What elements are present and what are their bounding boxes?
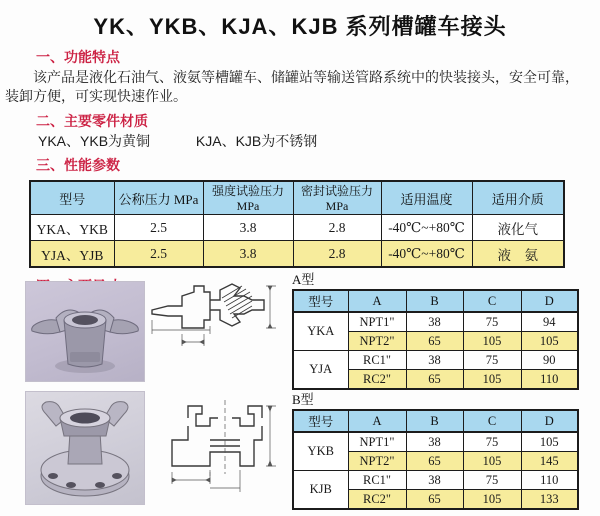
- header-cell-seal-test: 密封试验压力MPa: [293, 181, 381, 215]
- header-cell-model: 型号: [293, 410, 348, 432]
- header-cell-b: B: [406, 290, 463, 312]
- cell: 145: [521, 452, 578, 471]
- cell-temperature: -40℃~+80℃: [381, 215, 472, 241]
- type-a-dimension-table: [292, 289, 579, 390]
- cell: 75: [463, 312, 521, 332]
- cell: RC1": [348, 471, 406, 490]
- cell: 65: [406, 332, 463, 351]
- performance-header-row: [30, 181, 564, 215]
- header-cell-c: C: [463, 290, 521, 312]
- section-heading-features: 一、功能特点: [36, 49, 120, 65]
- cell: 65: [406, 452, 463, 471]
- cross-section-b: [158, 396, 290, 500]
- performance-table: [29, 180, 565, 268]
- header-cell-d: D: [521, 410, 578, 432]
- performance-row-yja-yjb: [30, 241, 564, 268]
- cell: 105: [463, 332, 521, 351]
- cell-model: YKA、YKB: [30, 215, 114, 241]
- cell: 38: [406, 471, 463, 490]
- performance-row-yka-ykb: [30, 215, 564, 241]
- cell: 105: [463, 490, 521, 510]
- cell: NPT1": [348, 312, 406, 332]
- materials-text: [38, 132, 600, 150]
- cell: 75: [463, 432, 521, 452]
- cell-strength: 3.8: [203, 215, 293, 241]
- flanged-coupling-b-image: [26, 392, 144, 504]
- cell: 38: [406, 432, 463, 452]
- type-b-header-row: [293, 410, 578, 432]
- product-photo-type-a: [25, 281, 145, 382]
- type-b-label: B型: [292, 392, 314, 407]
- page-title: YK、YKB、KJA、KJB 系列槽罐车接头: [93, 14, 507, 39]
- cell: 90: [521, 351, 578, 370]
- product-photo-type-b: [25, 391, 145, 505]
- table-row: [293, 312, 578, 332]
- type-b-block: [292, 392, 582, 510]
- header-cell-model: 型号: [293, 290, 348, 312]
- cell-nominal: 2.5: [114, 241, 203, 268]
- cell: 105: [463, 370, 521, 390]
- cell: 65: [406, 370, 463, 390]
- materials-brass: YKA、YKB为黄铜: [38, 133, 151, 149]
- header-cell-temperature: 适用温度: [381, 181, 472, 215]
- dimension-drawing-type-b: [158, 396, 290, 500]
- header-cell-d: D: [521, 290, 578, 312]
- table-row: [293, 432, 578, 452]
- cell-medium: 液化气: [472, 215, 564, 241]
- header-cell-a: A: [348, 290, 406, 312]
- section-heading-performance: 三、性能参数: [36, 157, 120, 173]
- cell: 110: [521, 471, 578, 490]
- header-cell-model: 型号: [30, 181, 114, 215]
- header-cell-nominal-pressure: 公称压力 MPa: [114, 181, 203, 215]
- cell: 65: [406, 490, 463, 510]
- cell-seal: 2.8: [293, 241, 381, 268]
- cell-strength: 3.8: [203, 241, 293, 268]
- type-b-dimension-table: [292, 409, 579, 510]
- type-a-header-row: [293, 290, 578, 312]
- cell: 110: [521, 370, 578, 390]
- type-a-label: A型: [292, 272, 315, 287]
- cell: 105: [521, 332, 578, 351]
- cell: 75: [463, 471, 521, 490]
- header-cell-strength-test: 强度试验压力MPa: [203, 181, 293, 215]
- type-a-block: [292, 272, 582, 390]
- cell: 38: [406, 351, 463, 370]
- cell: NPT1": [348, 432, 406, 452]
- table-row: [293, 351, 578, 370]
- cell: 105: [463, 452, 521, 471]
- cell-temperature: -40℃~+80℃: [381, 241, 472, 268]
- cell: 75: [463, 351, 521, 370]
- camlock-coupling-a-image: [26, 282, 144, 381]
- section-heading-materials: 二、主要零件材质: [36, 113, 148, 129]
- dimension-drawing-type-a: [148, 276, 288, 364]
- materials-stainless: KJA、KJB为不锈钢: [195, 133, 318, 149]
- cell-nominal: 2.5: [114, 215, 203, 241]
- cell-model-ykb: YKB: [293, 432, 348, 471]
- cell-model-yja: YJA: [293, 351, 348, 390]
- header-cell-b: B: [406, 410, 463, 432]
- cell: 105: [521, 432, 578, 452]
- cell-model-kjb: KJB: [293, 471, 348, 510]
- cross-section-a: [148, 276, 288, 364]
- header-cell-a: A: [348, 410, 406, 432]
- cell: 94: [521, 312, 578, 332]
- cell: 133: [521, 490, 578, 510]
- header-cell-c: C: [463, 410, 521, 432]
- cell: 38: [406, 312, 463, 332]
- dimensions-section: [0, 270, 600, 516]
- cell-model: YJA、YJB: [30, 241, 114, 268]
- cell-model-yka: YKA: [293, 312, 348, 351]
- header-cell-medium: 适用介质: [472, 181, 564, 215]
- cell: RC2": [348, 370, 406, 390]
- cell: RC2": [348, 490, 406, 510]
- cell: RC1": [348, 351, 406, 370]
- features-paragraph: 该产品是液化石油气、液氨等槽罐车、储罐站等输送管路系统中的快装接头，安全可靠，装卸方便，可实现快速作业。: [5, 69, 579, 104]
- table-row: [293, 471, 578, 490]
- cell-seal: 2.8: [293, 215, 381, 241]
- cell-medium: 液 氨: [472, 241, 564, 268]
- cell: NPT2": [348, 452, 406, 471]
- cell: NPT2": [348, 332, 406, 351]
